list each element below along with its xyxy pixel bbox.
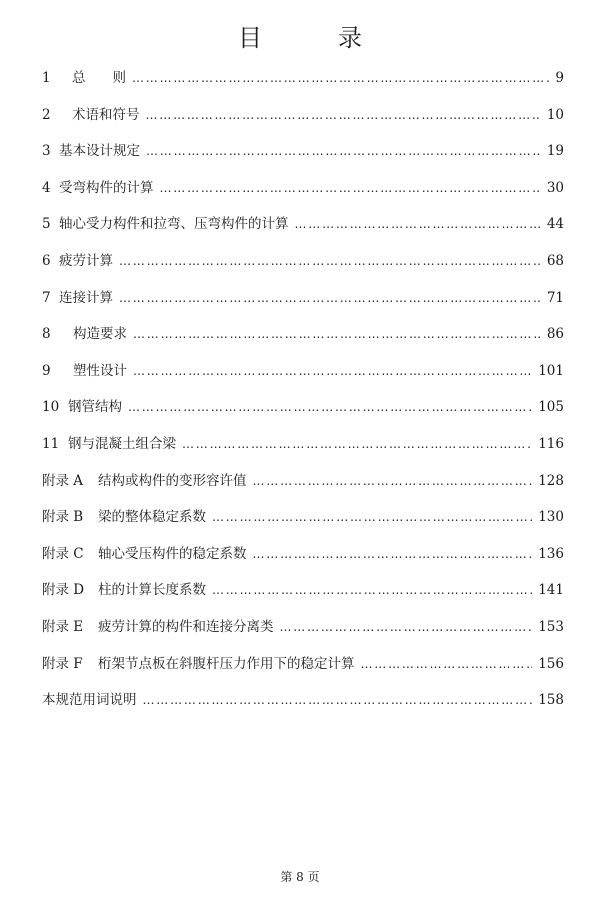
toc-entry[interactable]: [42, 97, 564, 134]
toc-leader-dots: [119, 243, 541, 280]
toc-entry[interactable]: [42, 572, 564, 609]
toc-entry[interactable]: [42, 243, 564, 280]
toc-entry[interactable]: [42, 463, 564, 500]
toc-entry[interactable]: [42, 206, 564, 243]
toc-entry-number: 8: [42, 326, 51, 343]
toc-leader-dots: [133, 316, 541, 353]
toc-entry[interactable]: [42, 389, 564, 426]
toc-entry-title: 塑性设计: [73, 362, 127, 379]
toc-entry[interactable]: [42, 426, 564, 463]
toc-entry-number: 10: [42, 399, 60, 416]
toc-entry[interactable]: [42, 499, 564, 536]
toc-entry-page: 68: [546, 252, 564, 269]
toc-entry-title: 钢管结构: [68, 399, 122, 416]
toc-entry-number: 6: [42, 252, 51, 269]
toc-entry-number: 5: [42, 216, 51, 233]
toc-entry-title: 结构或构件的变形容许值: [98, 472, 247, 489]
toc-entry-page: 156: [538, 655, 564, 672]
toc-entry-title: 柱的计算长度系数: [98, 582, 206, 599]
toc-entry-number: 7: [42, 289, 51, 306]
toc-entry-page: 116: [538, 435, 564, 452]
toc-leader-dots: [133, 353, 532, 390]
toc-entry-number: 9: [42, 362, 51, 379]
toc-leader-dots: [146, 97, 541, 134]
toc-entry-number: 4: [42, 179, 51, 196]
toc-entry-title: 术语和符号: [72, 106, 140, 123]
toc-leader-dots: [253, 536, 533, 573]
toc-leader-dots: [132, 60, 549, 97]
toc-entry-title: 受弯构件的计算: [59, 179, 154, 196]
toc-entry-number: 附录 E: [42, 618, 84, 635]
toc-entry-page: 153: [538, 618, 564, 635]
toc-entry-page: 86: [546, 326, 564, 343]
toc-entry-number: 附录 C: [42, 545, 84, 562]
toc-entry-title: 轴心受压构件的稳定系数: [98, 545, 247, 562]
toc-entry-number: 附录 B: [42, 509, 84, 526]
toc-entry-page: 30: [546, 179, 564, 196]
toc-leader-dots: [143, 682, 533, 719]
toc-entry-page: 19: [546, 143, 564, 160]
toc-entry-title: 总 则: [72, 70, 126, 86]
toc-entry-number: 11: [42, 435, 60, 452]
page-number-footer: 第 8 页: [280, 870, 320, 884]
toc-entry-page: 141: [538, 582, 564, 599]
toc-entry-page: 128: [538, 472, 564, 489]
toc-entry-page: 130: [538, 509, 564, 526]
toc-entry-page: 105: [538, 399, 564, 416]
toc-entry-page: 10: [546, 106, 564, 123]
toc-leader-dots: [280, 609, 533, 646]
page-title: 目 录: [238, 24, 388, 52]
toc-entry-number: 1: [42, 70, 51, 86]
toc-entry[interactable]: [42, 316, 564, 353]
toc-entry[interactable]: [42, 133, 564, 170]
toc-entry[interactable]: [42, 353, 564, 390]
toc-entry-number: 附录 A: [42, 472, 84, 489]
toc-leader-dots: [361, 646, 533, 683]
toc-entry-number: 2: [42, 106, 51, 123]
toc-leader-dots: [146, 133, 541, 170]
toc-entry[interactable]: [42, 646, 564, 683]
toc-leader-dots: [119, 280, 541, 317]
toc-entry-title: 连接计算: [59, 289, 113, 306]
toc-leader-dots: [253, 463, 533, 500]
toc-entry[interactable]: [42, 682, 564, 719]
toc-leader-dots: [182, 426, 532, 463]
toc-entry[interactable]: [42, 536, 564, 573]
toc-leader-dots: [212, 499, 532, 536]
toc-entry-title: 疲劳计算的构件和连接分离类: [98, 618, 274, 635]
toc-entry-title: 构造要求: [73, 326, 127, 343]
toc-entry-title: 疲劳计算: [59, 252, 113, 269]
table-of-contents: [42, 60, 564, 719]
toc-entry-title: 钢与混凝土组合梁: [68, 435, 176, 452]
toc-entry-title: 轴心受力构件和拉弯、压弯构件的计算: [59, 216, 289, 233]
toc-entry-page: 136: [538, 545, 564, 562]
toc-entry-page: 9: [555, 70, 564, 86]
toc-entry[interactable]: [42, 609, 564, 646]
toc-entry-number: 附录 D: [42, 582, 85, 599]
toc-leader-dots: [212, 572, 532, 609]
toc-leader-dots: [128, 389, 532, 426]
toc-entry-title: 桁架节点板在斜腹杆压力作用下的稳定计算: [98, 655, 355, 672]
toc-entry[interactable]: [42, 170, 564, 207]
toc-leader-dots: [160, 170, 541, 207]
toc-entry-number: 3: [42, 143, 51, 160]
toc-entry-number: 附录 F: [42, 655, 83, 672]
toc-entry-page: 101: [538, 362, 564, 379]
toc-entry-page: 44: [546, 216, 564, 233]
toc-entry-title: 本规范用词说明: [42, 692, 137, 709]
toc-entry[interactable]: [42, 280, 564, 317]
toc-leader-dots: [295, 206, 541, 243]
toc-entry-title: 梁的整体稳定系数: [98, 509, 206, 526]
toc-entry-page: 158: [538, 692, 564, 709]
toc-entry[interactable]: [42, 60, 564, 97]
toc-entry-page: 71: [546, 289, 564, 306]
toc-entry-title: 基本设计规定: [59, 143, 140, 160]
